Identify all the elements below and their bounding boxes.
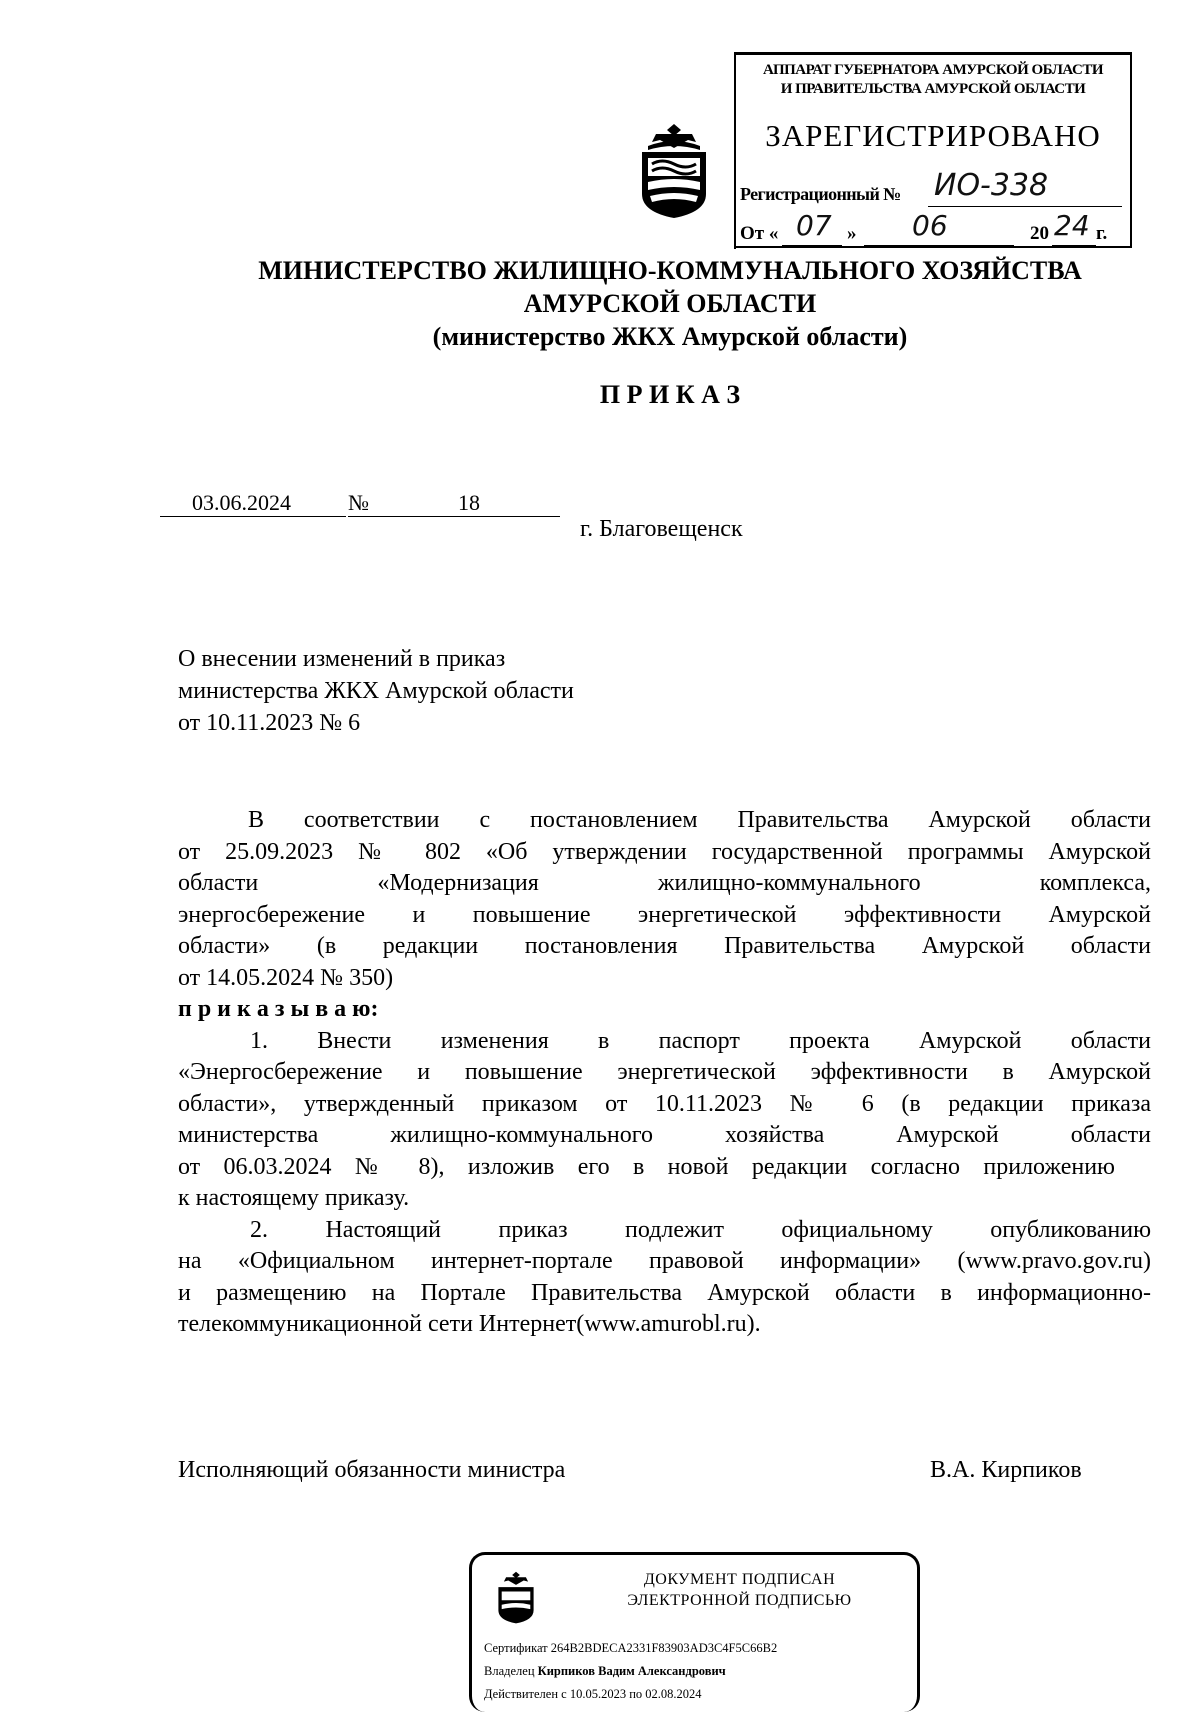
stamp-month: 06 <box>912 209 948 242</box>
validity-line <box>484 1683 907 1706</box>
owner-value: Кирпиков Вадим Александрович <box>537 1664 726 1678</box>
stamp-reg-number: ИО-338 <box>934 168 1049 203</box>
stamp-day: 07 <box>796 209 832 242</box>
item2-line: телекоммуникационной сети Интернет(www.amurobl.ru). <box>178 1311 761 1337</box>
certificate-line <box>484 1637 907 1660</box>
order-subject <box>178 643 778 739</box>
order-number: 18 <box>458 490 480 515</box>
ministry-short-name: (министерство ЖКХ Амурской области) <box>432 322 908 351</box>
item2-line: на «Официальном интернет-портале правовой информации» (www.pravo.gov.ru) <box>178 1248 1151 1274</box>
stamp-year-underline <box>1052 245 1096 246</box>
item1-line: от 06.03.2024 № 8), изложив его в новой редакции согласно приложению <box>178 1153 1115 1180</box>
coat-of-arms-icon <box>634 120 714 220</box>
valid-from-label: Действителен с <box>484 1687 567 1701</box>
stamp-year-g: г. <box>1096 223 1108 244</box>
preamble-line: энергосбережение и повышение энергетической эффективности Амурской <box>178 901 1151 928</box>
ministry-name-line1: МИНИСТЕРСТВО ЖИЛИЩНО-КОММУНАЛЬНОГО ХОЗЯЙСТВА <box>258 256 1082 285</box>
stamp-reg-label: Регистрационный № <box>740 184 901 204</box>
ministry-name-line2: АМУРСКОЙ ОБЛАСТИ <box>523 289 817 318</box>
stamp-year-suffix: 24 <box>1054 209 1090 242</box>
subject-line1: О внесении изменений в приказ <box>178 646 506 672</box>
item1-line: области», утвержденный приказом от 10.11.2023 № 6 (в редакции приказа <box>178 1090 1151 1117</box>
document-type-title: П Р И К А З <box>599 380 741 409</box>
preamble-line: области «Модернизация жилищно-коммунального комплекса, <box>178 870 1151 896</box>
preamble-line: от 25.09.2023 № 802 «Об утверждении государственной программы Амурской <box>178 838 1151 865</box>
registration-stamp <box>734 52 1132 248</box>
signer-position: Исполняющий обязанности министра <box>178 1457 566 1483</box>
item1-line: к настоящему приказу. <box>178 1185 410 1211</box>
signature-caption <box>572 1569 907 1611</box>
number-underline <box>348 516 560 517</box>
stamp-quote-close: » <box>847 223 857 244</box>
signature-details <box>484 1637 907 1706</box>
owner-label: Владелец <box>484 1664 535 1678</box>
stamp-org-line2: И ПРАВИТЕЛЬСТВА АМУРСКОЙ ОБЛАСТИ <box>780 81 1086 97</box>
stamp-date-from: От « <box>740 223 779 244</box>
subject-line2: министерства ЖКХ Амурской области <box>178 678 574 704</box>
stamp-registration-line <box>740 170 1122 210</box>
subject-line3: от 10.11.2023 № 6 <box>178 710 361 736</box>
order-body <box>178 805 1151 1341</box>
preamble-line: от 14.05.2024 № 350) <box>178 964 394 991</box>
certificate-label: Сертификат <box>484 1641 548 1655</box>
preamble-line: В соответствии с постановлением Правительства Амурской области <box>248 807 1151 833</box>
stamp-reg-field <box>928 168 1122 207</box>
certificate-value: 264B2BDECA2331F83903AD3C4F5C66B2 <box>550 1641 778 1655</box>
order-date: 03.06.2024 <box>192 490 291 515</box>
item2-line: и размещению на Портале Правительства Амурской области в информационно- <box>178 1279 1151 1306</box>
order-date-number <box>160 490 560 518</box>
signature-emblem-icon <box>494 1569 538 1625</box>
item1-line: министерства жилищно-коммунального хозяйства Амурской области <box>178 1122 1151 1148</box>
stamp-year-prefix: 20 <box>1030 223 1049 244</box>
owner-line <box>484 1660 907 1683</box>
ministry-header <box>200 254 1140 353</box>
stamp-title: ЗАРЕГИСТРИРОВАНО <box>765 118 1101 153</box>
signer-name: В.А. Кирпиков <box>930 1457 1082 1483</box>
date-underline <box>160 516 346 517</box>
item1-line: 1. Внести изменения в паспорт проекта Амурской области <box>250 1027 1151 1054</box>
number-label: № <box>348 490 369 515</box>
stamp-org-line1: АППАРАТ ГУБЕРНАТОРА АМУРСКОЙ ОБЛАСТИ <box>762 62 1103 78</box>
valid-from: 10.05.2023 <box>569 1687 627 1701</box>
signature-caption-line1: ДОКУМЕНТ ПОДПИСАН <box>643 1571 836 1588</box>
electronic-signature-block <box>469 1552 920 1712</box>
item1-line: «Энергосбережение и повышение энергетической эффективности в Амурской <box>178 1059 1151 1085</box>
stamp-organization <box>736 61 1130 99</box>
order-word: п р и к а з ы в а ю: <box>178 996 379 1022</box>
order-city: г. Благовещенск <box>580 516 743 542</box>
valid-to: 02.08.2024 <box>645 1687 702 1701</box>
signature-caption-line2: ЭЛЕКТРОННОЙ ПОДПИСЬЮ <box>627 1592 852 1609</box>
valid-to-label: по <box>629 1687 643 1701</box>
preamble-line: области» (в редакции постановления Правительства Амурской области <box>178 933 1151 959</box>
item2-line: 2. Настоящий приказ подлежит официальному опубликованию <box>250 1216 1151 1243</box>
stamp-day-underline <box>782 245 842 246</box>
stamp-month-underline <box>864 245 1014 246</box>
stamp-date-line <box>740 209 1126 249</box>
